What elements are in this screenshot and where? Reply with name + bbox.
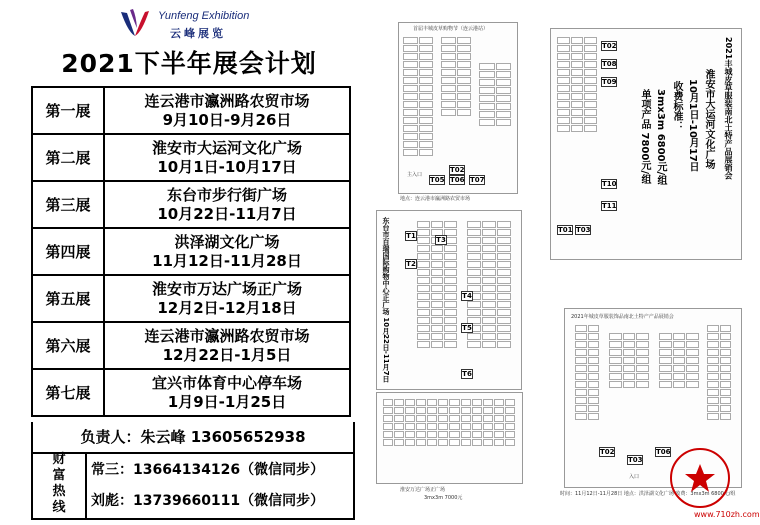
booth-label: T07 bbox=[470, 176, 485, 184]
entrance-label: 主入口 bbox=[407, 172, 423, 178]
booth-grid bbox=[609, 333, 649, 388]
booth-label: T06 bbox=[656, 448, 671, 456]
floor-plan-wanda bbox=[376, 392, 523, 484]
exhibition-label: 第一展 bbox=[32, 87, 104, 134]
table-row bbox=[32, 322, 350, 369]
logo-icon bbox=[118, 8, 152, 38]
booth-label: T11 bbox=[602, 202, 617, 210]
page-title: 2021下半年展会计划 bbox=[61, 49, 317, 78]
logo-text-cn: 云峰展览 bbox=[170, 27, 226, 40]
booth-label: T6 bbox=[462, 370, 472, 378]
plan-title: 2021丰城皮草服装南北土特产品展销会 bbox=[724, 37, 733, 180]
exhibition-dates: 10月22日-11月7日 bbox=[157, 204, 297, 223]
plan-title: 首届丰城皮草购物节（连云港站） bbox=[413, 26, 489, 32]
hotline-char: 线 bbox=[52, 500, 66, 515]
exhibition-venue: 淮安市万达广场正广场 bbox=[151, 279, 302, 298]
exhibition-dates: 9月10日-9月26日 bbox=[162, 110, 292, 129]
hotline-char: 热 bbox=[52, 484, 66, 499]
booth-label: T02 bbox=[600, 448, 615, 456]
plan-footer: 3mx3m 7000元 bbox=[424, 495, 463, 501]
plan-dates: 10月1日-10月17日 bbox=[687, 79, 698, 172]
exhibition-info bbox=[104, 87, 350, 134]
booth-grid bbox=[403, 37, 433, 156]
booth-label: T5 bbox=[462, 324, 472, 332]
plan-footer: 地点：连云港市瀛洲路农贸市场 bbox=[400, 196, 471, 202]
exhibition-dates: 1月9日-1月25日 bbox=[167, 392, 287, 411]
floor-plan-dongtai bbox=[376, 210, 522, 390]
exhibition-dates: 10月1日-10月17日 bbox=[157, 157, 297, 176]
booth-grid bbox=[557, 37, 597, 132]
exhibition-label: 第五展 bbox=[32, 275, 104, 322]
logo-text-en: Yunfeng Exhibition bbox=[158, 10, 250, 22]
exhibition-venue: 宜兴市体育中心停车场 bbox=[151, 373, 302, 392]
hotline-label bbox=[33, 452, 87, 518]
booth-label: T02 bbox=[450, 166, 465, 174]
booth-grid bbox=[659, 333, 699, 388]
table-row bbox=[32, 87, 350, 134]
hotline-char: 富 bbox=[52, 468, 66, 483]
exhibition-label: 第二展 bbox=[32, 134, 104, 181]
table-row bbox=[32, 275, 350, 322]
booth-grid bbox=[441, 37, 471, 116]
booth-label: T05 bbox=[430, 176, 445, 184]
floor-plan-lianyungang bbox=[398, 22, 518, 194]
plan-footer: 时间：11月12日-11月28日 地点：洪泽湖文化广场 收费：3mx3m 6800元/组 bbox=[560, 491, 736, 497]
hotline-box bbox=[31, 452, 355, 520]
exhibition-info bbox=[104, 228, 350, 275]
booth-label: T03 bbox=[628, 456, 643, 464]
exhibition-label: 第三展 bbox=[32, 181, 104, 228]
plan-title: 淮安万达广场正广场 bbox=[400, 487, 446, 493]
booth-label: T09 bbox=[602, 78, 617, 86]
booth-label: T4 bbox=[462, 292, 472, 300]
exhibition-info bbox=[104, 322, 350, 369]
exhibition-dates: 12月2日-12月18日 bbox=[157, 298, 297, 317]
watermark-site: www.710zh.com bbox=[694, 510, 760, 519]
booth-label: T06 bbox=[450, 176, 465, 184]
exhibition-info bbox=[104, 134, 350, 181]
phone-number: 刘彪：13739660111（微信同步） bbox=[91, 493, 325, 509]
plan-fee-label: 收费标准： bbox=[671, 81, 682, 131]
table-row bbox=[32, 228, 350, 275]
exhibition-label: 第七展 bbox=[32, 369, 104, 416]
booth-grid bbox=[383, 399, 515, 446]
exhibition-label: 第六展 bbox=[32, 322, 104, 369]
contact-person: 负责人：朱云峰 13605652938 bbox=[31, 422, 355, 454]
table-row bbox=[32, 134, 350, 181]
booth-label: T10 bbox=[602, 180, 617, 188]
exhibition-info bbox=[104, 369, 350, 416]
booth-grid bbox=[467, 221, 511, 348]
plan-title: 2021年城皮草服装饰品南北土特产产品展销会 bbox=[571, 314, 674, 320]
table-row bbox=[32, 181, 350, 228]
exhibition-label: 第四展 bbox=[32, 228, 104, 275]
exhibition-dates: 11月12日-11月28日 bbox=[152, 251, 302, 270]
exhibition-venue: 淮安市大运河文化广场 bbox=[151, 138, 302, 157]
entrance-label: 入口 bbox=[629, 474, 640, 480]
plan-fee: 3mx3m 6800元/组 bbox=[655, 89, 666, 186]
plan-venue: 淮安市大运河文化广场 bbox=[703, 69, 714, 169]
exhibition-info bbox=[104, 275, 350, 322]
booth-grid bbox=[575, 325, 599, 420]
booth-label: T02 bbox=[602, 42, 617, 50]
booth-label: T1 bbox=[406, 232, 416, 240]
exhibition-venue: 连云港市瀛洲路农贸市场 bbox=[144, 91, 310, 110]
plan-title: 东台市百瑞国际购物中心正广场 10月22日-11月7日 bbox=[382, 217, 390, 383]
booth-label: T03 bbox=[576, 226, 591, 234]
booth-label: T01 bbox=[558, 226, 573, 234]
booth-label: T08 bbox=[602, 60, 617, 68]
exhibition-venue: 连云港市瀛洲路农贸市场 bbox=[144, 326, 310, 345]
hotline-char: 财 bbox=[52, 452, 66, 467]
schedule-table bbox=[31, 86, 351, 417]
booth-grid bbox=[707, 325, 731, 420]
plan-fee: 单项产品 7800元/组 bbox=[639, 89, 650, 184]
exhibition-info bbox=[104, 181, 350, 228]
exhibition-venue: 东台市步行街广场 bbox=[166, 185, 287, 204]
floor-plan-huaian-canal bbox=[550, 28, 742, 260]
exhibition-dates: 12月22日-1月5日 bbox=[162, 345, 292, 364]
booth-label: T2 bbox=[406, 260, 416, 268]
exhibition-venue: 洪泽湖文化广场 bbox=[174, 232, 280, 251]
booth-grid bbox=[479, 63, 511, 126]
seal-icon bbox=[668, 446, 732, 510]
table-row bbox=[32, 369, 350, 416]
booth-label: T3 bbox=[436, 236, 446, 244]
phone-number: 常三：13664134126（微信同步） bbox=[91, 462, 325, 478]
